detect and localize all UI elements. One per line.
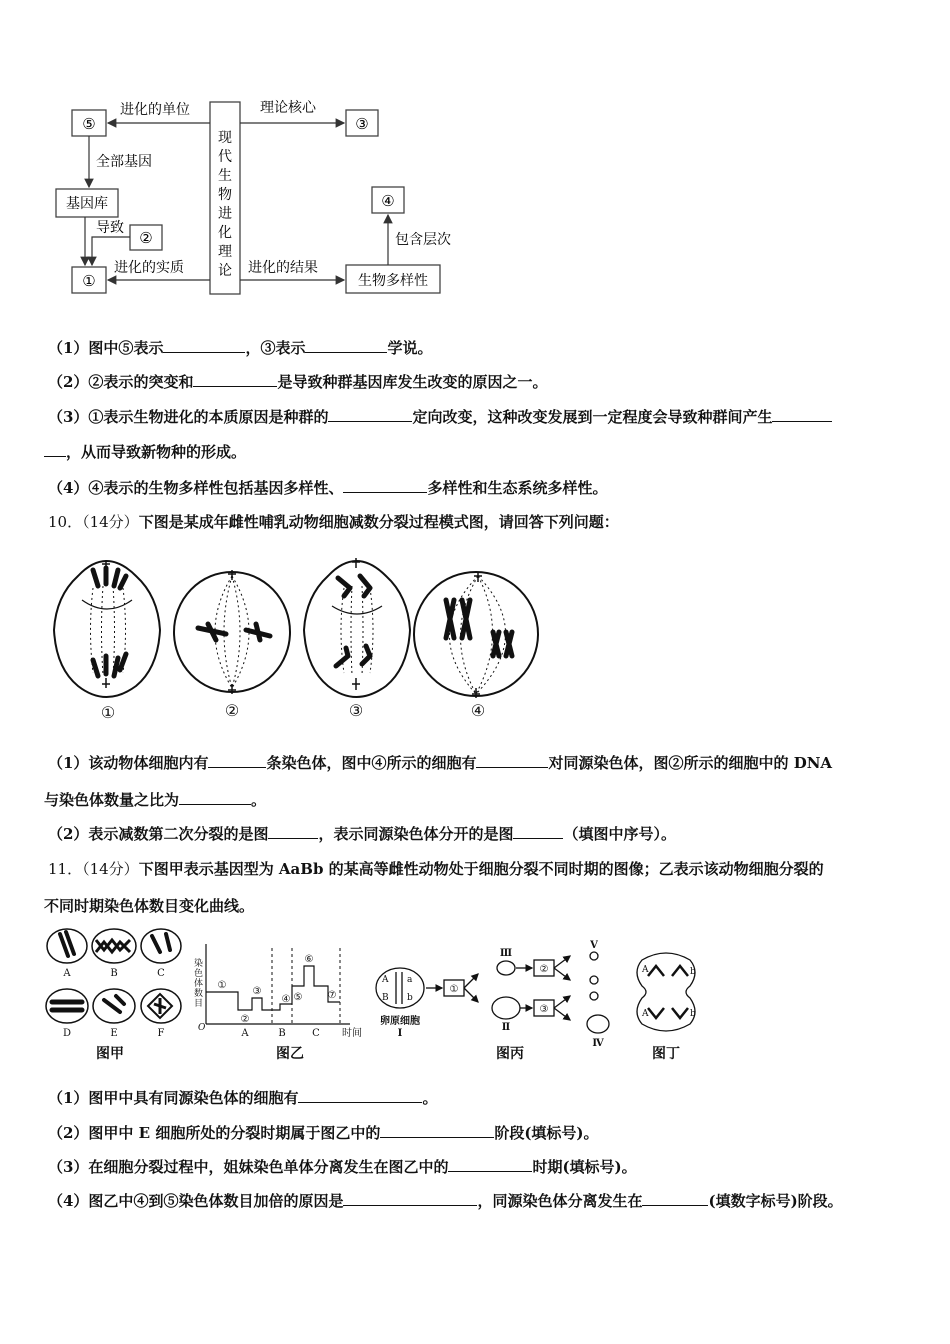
q10-item-1-cont — [44, 789, 266, 810]
arrow-essence-label: 进化的实质 — [114, 260, 184, 276]
roman-label-3: Ⅲ — [499, 948, 513, 959]
answer-blank[interactable] — [513, 824, 563, 839]
cell-letter: D — [62, 1028, 72, 1039]
y-axis-char: 色 — [194, 969, 204, 979]
center-char: 现 — [218, 130, 232, 146]
step-label: ③ — [539, 1004, 549, 1015]
q11-text: （3）在细胞分裂过程中，姐妹染色单体分离发生在图乙中的 — [48, 1158, 449, 1176]
answer-blank[interactable] — [476, 753, 548, 768]
q9-text: （4）④表示的生物多样性包括基因多样性、 — [48, 479, 344, 497]
y-axis-char: 体 — [194, 979, 204, 989]
stage-label: ③ — [252, 986, 262, 997]
question-number: 11．（14分） — [48, 860, 139, 878]
cell-label-1: ① — [100, 703, 116, 722]
q10-item-1 — [48, 752, 832, 773]
q10-text: 与染色体数量之比为 — [44, 791, 180, 809]
cell-1 — [54, 560, 160, 697]
answer-blank[interactable] — [298, 1088, 422, 1103]
q9-text: （1）图中⑤表示 — [48, 339, 164, 357]
q9-text: 定向改变，这种改变发展到一定程度会导致种群间产生 — [412, 408, 773, 426]
step-label: ① — [449, 984, 459, 995]
answer-blank[interactable] — [208, 753, 266, 768]
q10-text: （填图中序号）。 — [563, 825, 676, 843]
figure-ding-caption: 图丁 — [652, 1046, 680, 1062]
cell-letter: B — [110, 968, 118, 979]
q11-item-4 — [48, 1190, 843, 1211]
polar-body — [590, 976, 598, 984]
q11-title-cont — [44, 895, 254, 916]
answer-blank[interactable] — [642, 1191, 708, 1206]
roman-label-2: Ⅱ — [501, 1022, 511, 1033]
biodiversity-label: 生物多样性 — [358, 273, 428, 289]
figure-bing — [370, 926, 630, 1064]
cell-4 — [414, 572, 538, 698]
q11-text: ，同源染色体分离发生在 — [477, 1192, 643, 1210]
step-label: ② — [539, 964, 549, 975]
figure-jia — [44, 926, 184, 1064]
q11-item-2 — [48, 1122, 599, 1143]
cell-III — [497, 961, 515, 975]
figure-yi — [190, 926, 370, 1064]
q10-text: ，表示同源染色体分开的是图 — [318, 825, 514, 843]
x-tick-label: B — [278, 1028, 286, 1039]
evolution-concept-map — [50, 92, 470, 307]
cell-letter: F — [157, 1028, 165, 1039]
q9-text: ，从而导致新物种的形成。 — [66, 443, 247, 461]
y-axis-char: 数 — [194, 989, 204, 999]
gene-label: b — [690, 967, 696, 977]
q9-text: 是导致种群基因库发生改变的原因之一。 — [277, 373, 548, 391]
answer-blank[interactable] — [772, 407, 832, 422]
q11-item-1 — [48, 1087, 437, 1108]
oogonium-label: 卵原细胞 — [380, 1016, 420, 1027]
q11-title — [48, 858, 824, 879]
box-5-label: ⑤ — [82, 115, 96, 133]
q10-title — [48, 511, 619, 532]
roman-label-4: Ⅳ — [592, 1038, 604, 1049]
answer-blank[interactable] — [448, 1157, 532, 1172]
y-axis-char: 染 — [194, 959, 204, 969]
cell-c — [141, 929, 181, 963]
arrow-result-label: 进化的结果 — [248, 260, 318, 276]
answer-blank[interactable] — [268, 824, 318, 839]
roman-label-1: Ⅰ — [397, 1028, 403, 1039]
q11-text: (填数字标号)阶段。 — [708, 1192, 843, 1210]
q9-item-2 — [48, 371, 547, 392]
q11-text: 时期(填标号)。 — [532, 1158, 637, 1176]
x-axis-label: 时间 — [342, 1028, 362, 1039]
question-title: 不同时期染色体数目变化曲线。 — [44, 897, 255, 915]
q10-text: 条染色体，图中④所示的细胞有 — [266, 754, 477, 772]
gene-label: a — [407, 975, 413, 985]
cell-label-4: ④ — [470, 701, 486, 720]
meiosis-cells-figure — [48, 548, 548, 723]
x-tick-label: C — [312, 1028, 320, 1039]
cell-V — [590, 952, 598, 960]
arrow-unit-label: 进化的单位 — [120, 102, 190, 118]
cell-II — [492, 997, 520, 1019]
q9-item-3 — [48, 406, 832, 427]
q10-text: 对同源染色体，图②所示的细胞中的 DNA — [548, 754, 833, 772]
stage-label: ⑤ — [293, 992, 303, 1003]
q9-item-3-cont — [44, 441, 246, 462]
q9-item-4 — [48, 477, 607, 498]
q10-text: （1）该动物体细胞内有 — [48, 754, 209, 772]
stage-label: ① — [217, 980, 227, 991]
center-char: 论 — [218, 263, 232, 279]
cell-letter: A — [63, 968, 71, 979]
answer-blank[interactable] — [179, 790, 251, 805]
figure-bing-caption: 图丙 — [496, 1046, 524, 1062]
answer-blank[interactable] — [343, 1191, 477, 1206]
question-number: 10．（14分） — [48, 513, 139, 531]
origin-label: O — [198, 1023, 206, 1033]
cell-letter: E — [110, 1028, 118, 1039]
q11-item-3 — [48, 1156, 637, 1177]
arrow-all-genes-label: 全部基因 — [96, 154, 152, 170]
arrow-core-label: 理论核心 — [260, 100, 316, 116]
center-char: 代 — [218, 149, 232, 165]
box-2-label: ② — [139, 229, 153, 247]
q11-text: （4）图乙中④到⑤染色体数目加倍的原因是 — [48, 1192, 344, 1210]
x-tick-label: A — [241, 1028, 249, 1039]
answer-blank[interactable] — [328, 407, 412, 422]
q9-text: （3）①表示生物进化的本质原因是种群的 — [48, 408, 329, 426]
q11-text: 。 — [422, 1089, 438, 1107]
q10-text: 。 — [251, 791, 267, 809]
stage-label: ② — [240, 1014, 250, 1025]
q9-text: ，③表示 — [245, 339, 306, 357]
cell-letter: C — [157, 968, 165, 979]
cell-label-3: ③ — [348, 701, 364, 720]
box-1-label: ① — [82, 272, 96, 290]
center-char: 理 — [218, 244, 232, 260]
q9-text: （2）②表示的突变和 — [48, 373, 194, 391]
cell-d — [46, 989, 88, 1023]
gene-label: A — [642, 965, 649, 975]
arrow-lead-label: 导致 — [96, 220, 124, 236]
q11-text: 阶段(填标号)。 — [494, 1124, 599, 1142]
q9-text: 学说。 — [387, 339, 433, 357]
center-char: 生 — [218, 168, 232, 184]
q11-text: （2）图甲中 E 细胞所处的分裂时期属于图乙中的 — [48, 1124, 381, 1142]
y-axis-char: 目 — [194, 999, 204, 1009]
answer-blank[interactable] — [193, 372, 277, 387]
arrow-levels-label: 包含层次 — [395, 232, 451, 248]
q9-text: 多样性和生态系统多样性。 — [427, 479, 608, 497]
question-title: 下图是某成年雌性哺乳动物细胞减数分裂过程模式图，请回答下列问题： — [138, 513, 619, 531]
stage-label: ⑥ — [304, 954, 314, 965]
cell-3 — [304, 558, 410, 697]
answer-blank[interactable] — [305, 338, 387, 353]
center-char: 进 — [218, 206, 232, 222]
figure-jia-caption: 图甲 — [96, 1046, 124, 1062]
stage-label: ⑦ — [327, 990, 337, 1001]
gene-label: A — [642, 1009, 649, 1019]
answer-blank[interactable] — [343, 478, 427, 493]
q10-item-2 — [48, 823, 676, 844]
answer-blank[interactable] — [44, 442, 66, 457]
answer-blank[interactable] — [163, 338, 245, 353]
cell-IV — [587, 1015, 609, 1033]
gene-label: b — [690, 1009, 696, 1019]
figure-ding — [630, 950, 710, 1064]
answer-blank[interactable] — [380, 1123, 494, 1138]
stage-label: ④ — [281, 994, 291, 1005]
gene-label: A — [382, 975, 389, 985]
figure-yi-caption: 图乙 — [276, 1046, 304, 1062]
cell-2 — [174, 570, 290, 694]
cell-b — [92, 929, 136, 963]
gene-pool-label: 基因库 — [66, 196, 108, 212]
roman-label-5: Ⅴ — [590, 940, 598, 951]
polar-body — [590, 992, 598, 1000]
q9-item-1 — [48, 337, 432, 358]
question-title: 下图甲表示基因型为 AaBb 的某高等雌性动物处于细胞分裂不同时期的图像；乙表示该动物细胞分裂的 — [138, 860, 824, 878]
gene-label: B — [382, 993, 389, 1003]
box-4-label: ④ — [381, 192, 395, 210]
cell-label-2: ② — [224, 701, 240, 720]
q10-text: （2）表示减数第二次分裂的是图 — [48, 825, 269, 843]
center-char: 物 — [218, 187, 232, 203]
gene-label: b — [407, 993, 413, 1003]
center-char: 化 — [218, 225, 232, 241]
box-3-label: ③ — [355, 115, 369, 133]
q11-text: （1）图甲中具有同源染色体的细胞有 — [48, 1089, 299, 1107]
